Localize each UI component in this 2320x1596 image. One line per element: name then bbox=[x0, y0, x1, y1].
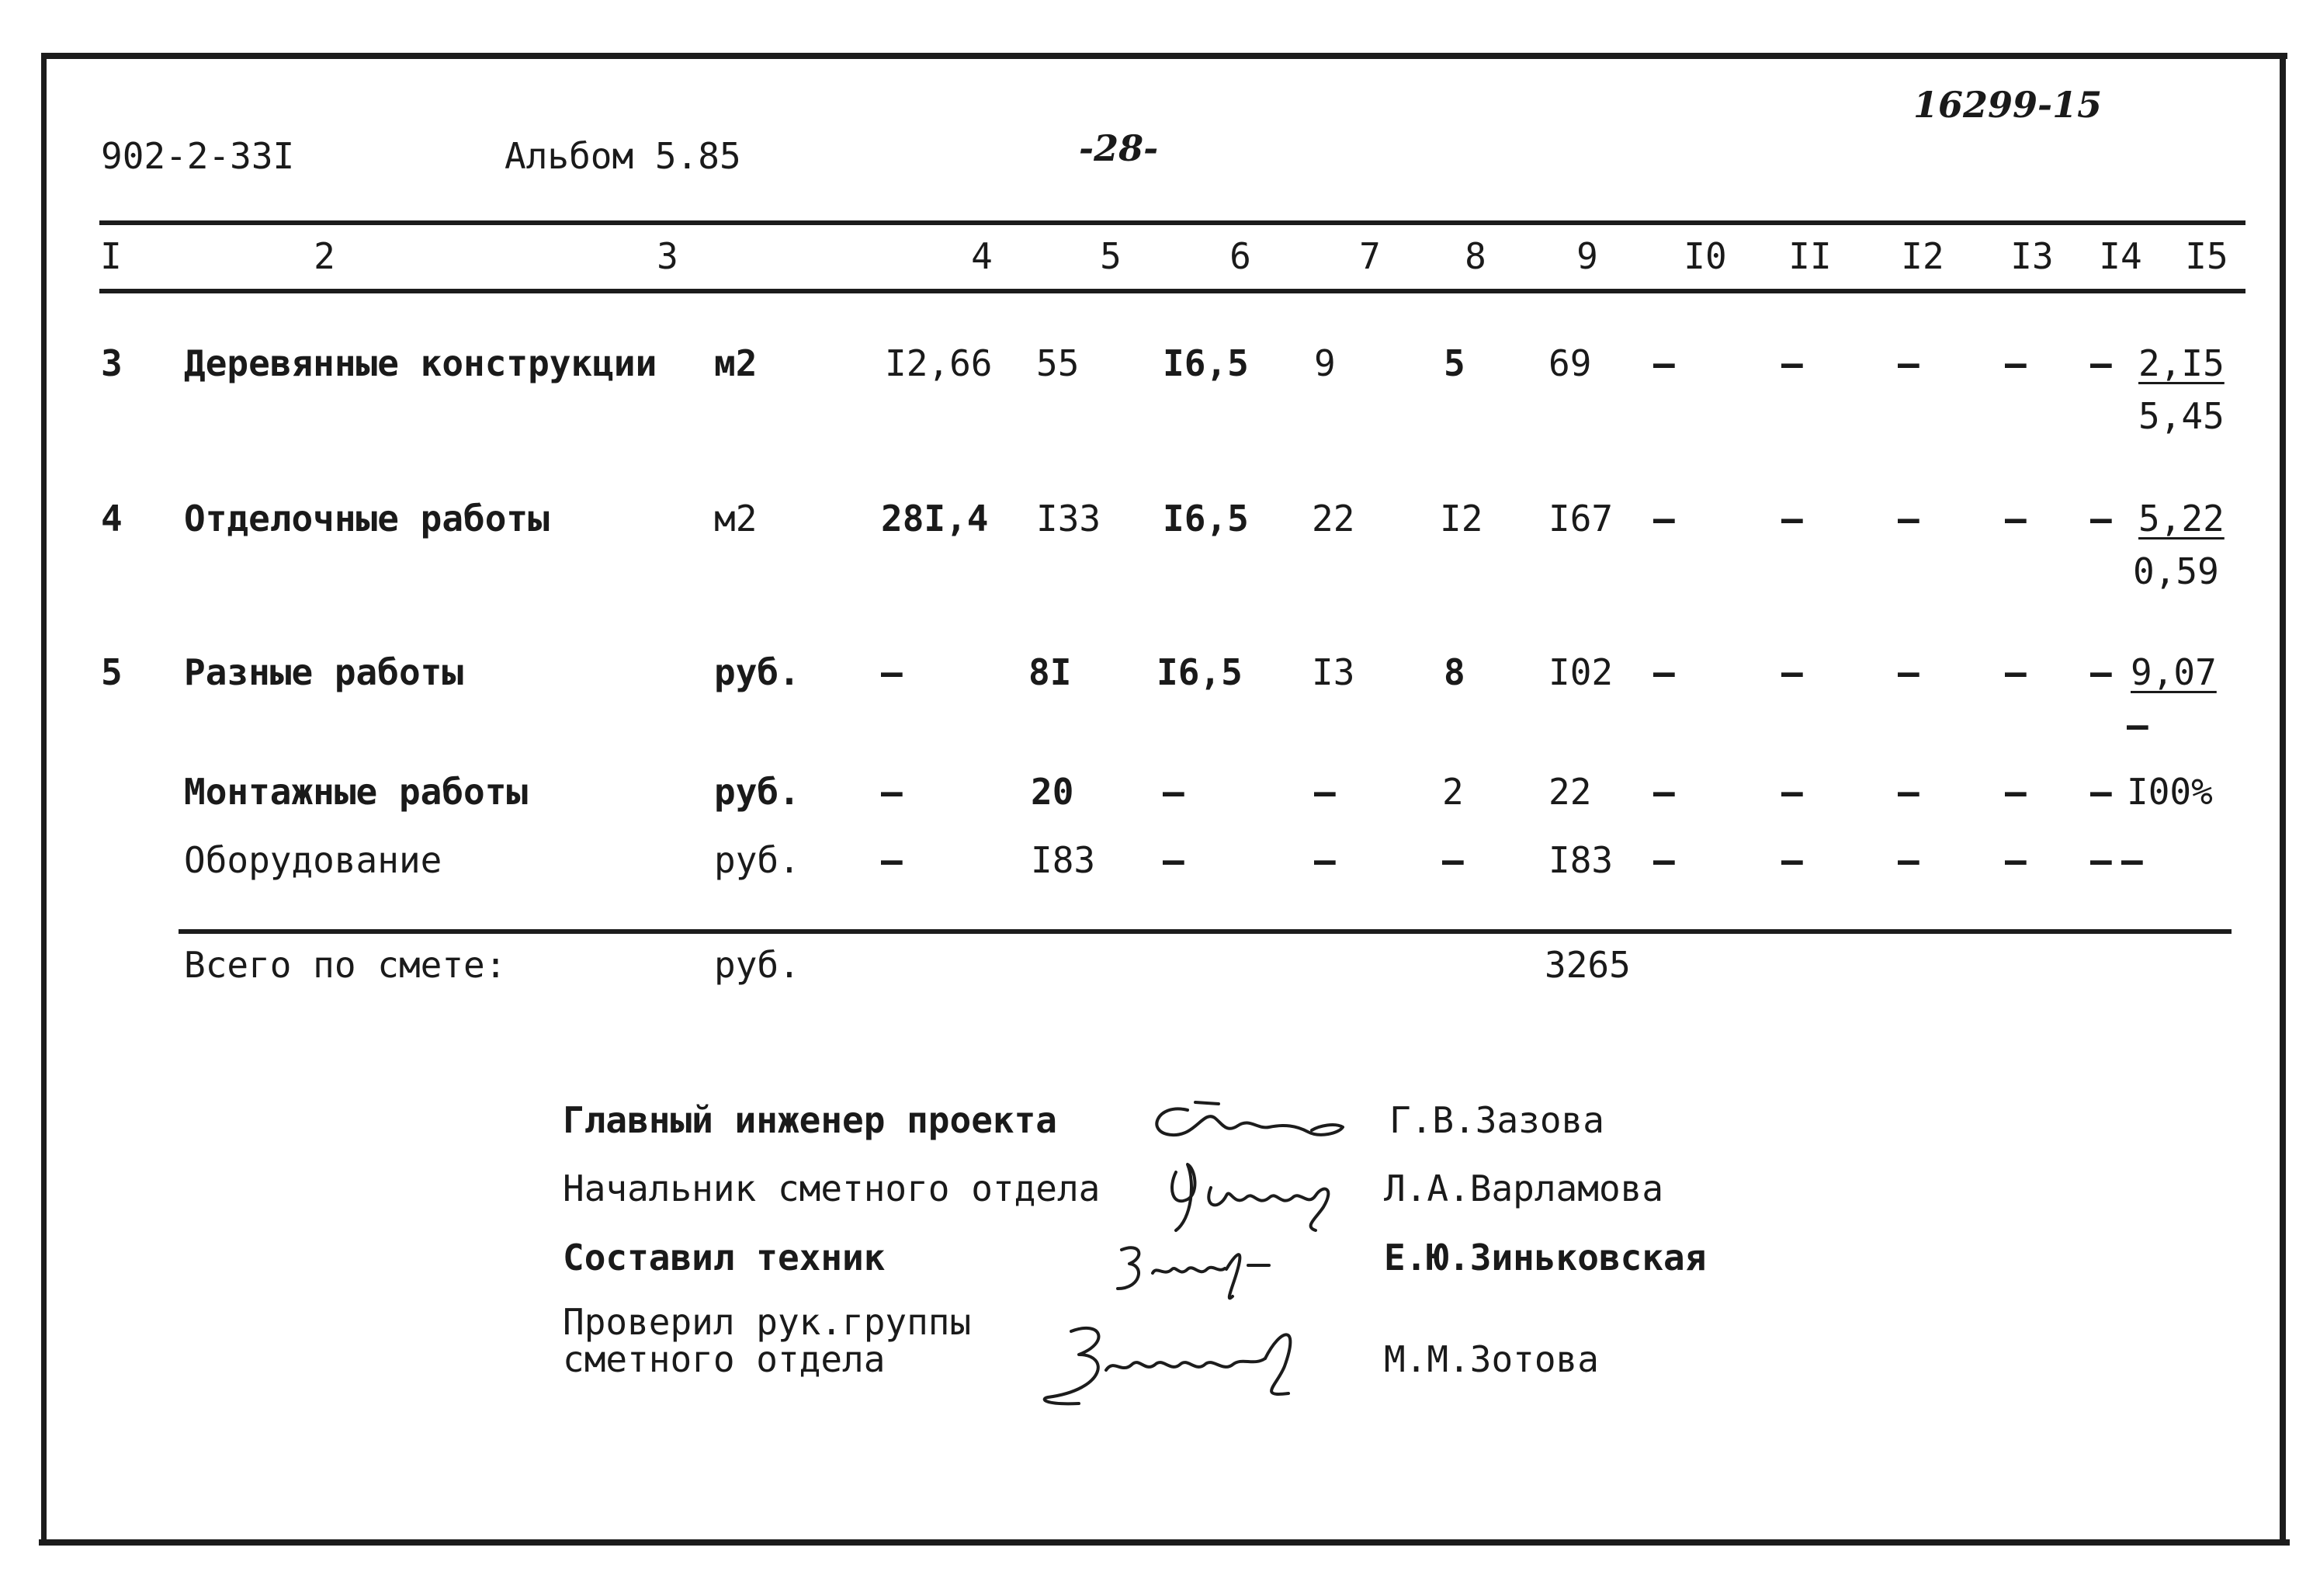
cell-col6: I6,5 bbox=[1163, 342, 1249, 384]
cell-col10: – bbox=[1653, 771, 1675, 813]
signature-image bbox=[1157, 1153, 1351, 1238]
signer-role: Составил техник bbox=[563, 1237, 886, 1279]
cell-col6: – bbox=[1163, 771, 1184, 813]
cell-col13: – bbox=[2005, 771, 2027, 813]
cell-col4: – bbox=[881, 839, 903, 881]
cell-col14: – bbox=[2090, 342, 2112, 384]
cell-col12: – bbox=[1898, 498, 1919, 540]
row-number: 3 bbox=[101, 342, 123, 384]
col-header-6: 6 bbox=[1229, 235, 1251, 277]
signer-role: Начальник сметного отдела bbox=[563, 1168, 1101, 1209]
signer-name: Г.В.Зазова bbox=[1389, 1099, 1604, 1141]
cell-col14: – bbox=[2090, 771, 2112, 813]
row-name: Деревянные конструкции bbox=[184, 342, 657, 384]
signature-image bbox=[1110, 1234, 1281, 1304]
cell-col7: 9 bbox=[1314, 342, 1336, 384]
row-name: Отделочные работы bbox=[184, 498, 550, 540]
page-number: -28- bbox=[1079, 127, 1159, 169]
frame-top-border bbox=[43, 53, 2287, 59]
cell-col11: – bbox=[1781, 839, 1803, 881]
cell-col12: – bbox=[1898, 651, 1919, 693]
signer-name: М.М.Зотова bbox=[1384, 1338, 1599, 1380]
cell-col8: 2 bbox=[1442, 771, 1464, 813]
cell-col6: I6,5 bbox=[1163, 498, 1249, 540]
album-label: Альбом 5.85 bbox=[505, 135, 741, 177]
cell-col4: I2,66 bbox=[885, 342, 993, 384]
cell-col14: – bbox=[2090, 498, 2112, 540]
frame-right-border bbox=[2280, 53, 2286, 1545]
frame-bottom-border bbox=[39, 1539, 2290, 1546]
cell-col12: – bbox=[1898, 839, 1919, 881]
signer-role-line2: сметного отдела bbox=[563, 1338, 886, 1380]
cell-col7: I3 bbox=[1312, 651, 1355, 693]
cell-col7: – bbox=[1314, 839, 1336, 881]
cell-col15-value: I00% bbox=[2127, 771, 2213, 813]
col-header-2: 2 bbox=[314, 235, 335, 277]
cell-col4: – bbox=[881, 651, 903, 693]
signature-image bbox=[1141, 1095, 1351, 1157]
cell-col11: – bbox=[1781, 342, 1803, 384]
cell-col9: I02 bbox=[1548, 651, 1614, 693]
col-header-10: I0 bbox=[1684, 235, 1727, 277]
signer-role-line1: Проверил рук.группы bbox=[563, 1301, 972, 1343]
total-unit: руб. bbox=[714, 944, 800, 986]
cell-col15-numerator: 9,07 bbox=[2131, 651, 2217, 693]
cell-col15-value: – bbox=[2121, 839, 2143, 881]
cell-col9: 22 bbox=[1548, 771, 1592, 813]
col-header-13: I3 bbox=[2010, 235, 2054, 277]
cell-col5: I33 bbox=[1036, 498, 1101, 540]
cell-col9: I67 bbox=[1548, 498, 1614, 540]
col-header-14: I4 bbox=[2099, 235, 2142, 277]
col-header-1: I bbox=[100, 235, 122, 277]
signer-role: Главный инженер проекта bbox=[563, 1099, 1057, 1141]
cell-col15-numerator: 5,22 bbox=[2138, 498, 2225, 540]
cell-col7: – bbox=[1314, 771, 1336, 813]
row-number: 4 bbox=[101, 498, 123, 540]
cell-col4: – bbox=[881, 771, 903, 813]
cell-col13: – bbox=[2005, 342, 2027, 384]
cell-col8: – bbox=[1442, 839, 1464, 881]
col-header-5: 5 bbox=[1100, 235, 1122, 277]
cell-col13: – bbox=[2005, 651, 2027, 693]
cell-col11: – bbox=[1781, 651, 1803, 693]
cell-col15-denominator: 0,59 bbox=[2133, 550, 2219, 592]
cell-col5: 20 bbox=[1031, 771, 1074, 813]
row-unit: руб. bbox=[714, 651, 800, 693]
col-header-12: I2 bbox=[1901, 235, 1944, 277]
row-unit: руб. bbox=[714, 839, 800, 881]
signer-name: Л.А.Варламова bbox=[1384, 1168, 1664, 1209]
col-header-8: 8 bbox=[1465, 235, 1486, 277]
total-rule bbox=[179, 929, 2232, 934]
total-label: Всего по смете: bbox=[184, 944, 507, 986]
row-number: 5 bbox=[101, 651, 123, 693]
cell-col15-denominator: 5,45 bbox=[2138, 395, 2225, 437]
cell-col8: 5 bbox=[1444, 342, 1465, 384]
cell-col14: – bbox=[2090, 651, 2112, 693]
col-header-3: 3 bbox=[657, 235, 678, 277]
cell-col15-denominator: – bbox=[2127, 704, 2148, 746]
row-unit: руб. bbox=[714, 771, 800, 813]
cell-col8: I2 bbox=[1440, 498, 1483, 540]
cell-col7: 22 bbox=[1312, 498, 1355, 540]
cell-col6: I6,5 bbox=[1157, 651, 1243, 693]
row-unit: м2 bbox=[714, 342, 758, 384]
cell-col5: 8I bbox=[1028, 651, 1072, 693]
cell-col6: – bbox=[1163, 839, 1184, 881]
col-header-7: 7 bbox=[1359, 235, 1381, 277]
cell-col10: – bbox=[1653, 651, 1675, 693]
total-value: 3265 bbox=[1545, 944, 1631, 986]
table-top-rule bbox=[99, 220, 2245, 225]
cell-col10: – bbox=[1653, 498, 1675, 540]
cell-col13: – bbox=[2005, 498, 2027, 540]
cell-col14: – bbox=[2090, 839, 2112, 881]
signature-image bbox=[1032, 1312, 1312, 1413]
archive-number: 16299-15 bbox=[1913, 84, 2103, 126]
cell-col10: – bbox=[1653, 839, 1675, 881]
cell-col9: I83 bbox=[1548, 839, 1614, 881]
frame-left-border bbox=[41, 53, 47, 1545]
col-header-9: 9 bbox=[1576, 235, 1598, 277]
row-name: Монтажные работы bbox=[184, 771, 529, 813]
cell-col5: 55 bbox=[1036, 342, 1080, 384]
cell-col5: I83 bbox=[1031, 839, 1096, 881]
col-header-11: II bbox=[1788, 235, 1832, 277]
signer-name: Е.Ю.Зиньковская bbox=[1384, 1237, 1707, 1279]
cell-col15-numerator: 2,I5 bbox=[2138, 342, 2225, 384]
cell-col12: – bbox=[1898, 342, 1919, 384]
cell-col11: – bbox=[1781, 498, 1803, 540]
col-header-15: I5 bbox=[2185, 235, 2228, 277]
header-bottom-rule bbox=[99, 289, 2245, 293]
doc-code: 902-2-33I bbox=[101, 135, 295, 177]
cell-col9: 69 bbox=[1548, 342, 1592, 384]
cell-col4: 28I,4 bbox=[881, 498, 989, 540]
cell-col11: – bbox=[1781, 771, 1803, 813]
row-name: Оборудование bbox=[184, 839, 442, 881]
cell-col13: – bbox=[2005, 839, 2027, 881]
row-name: Разные работы bbox=[184, 651, 464, 693]
cell-col8: 8 bbox=[1444, 651, 1465, 693]
cell-col10: – bbox=[1653, 342, 1675, 384]
cell-col12: – bbox=[1898, 771, 1919, 813]
col-header-4: 4 bbox=[971, 235, 993, 277]
row-unit: м2 bbox=[714, 498, 758, 540]
